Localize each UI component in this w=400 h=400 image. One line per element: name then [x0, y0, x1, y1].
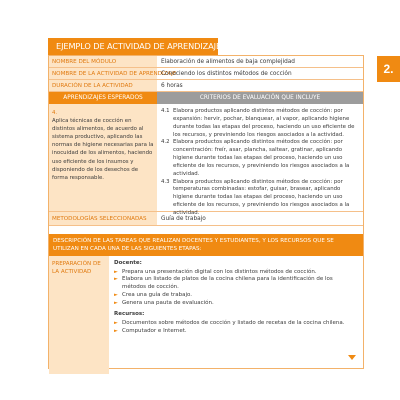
list-item	[114, 300, 358, 308]
list-item-text: Elabora un listado de platos de la cocina chilena para la identificación de los métodos de cocción.	[122, 276, 333, 291]
bullet-arrow-icon: ►	[114, 299, 118, 306]
meta-label: DURACIÓN DE LA ACTIVIDAD	[49, 80, 157, 91]
criterion-item	[161, 108, 359, 139]
criterion-text: Elabora productos aplicando distintos métodos de cocción: por temperaturas combinadas: estofar, guisar, brasear, aplicando higiene durante todas las etapas del proceso, haciendo un uso eficiente de los recursos, y previniendo los riesgos asociados a la actividad.	[173, 178, 350, 216]
methodology-row	[49, 212, 363, 226]
criterion-code: 4.3	[161, 178, 170, 185]
meta-value: 6 horas	[161, 83, 183, 89]
list-item-text: Prepara una presentación digital con los distintos métodos de cocción.	[122, 268, 317, 275]
preparation-row	[49, 256, 363, 374]
criteria-list	[157, 104, 363, 216]
learning-column-header: APRENDIZAJES ESPERADOS	[49, 92, 157, 104]
list-item	[114, 292, 358, 300]
resources-heading: Recursos:	[114, 311, 145, 318]
criterion-code: 4.1	[161, 108, 170, 114]
list-item-text: Crea una guía de trabajo.	[122, 291, 193, 298]
methodology-label: METODOLOGÍAS SELECCIONADAS	[49, 212, 157, 225]
meta-value: Elaboración de alimentos de baja complejidad	[161, 59, 295, 65]
meta-value: Conociendo los distintos métodos de cocción	[161, 71, 292, 77]
learning-outcome-cell	[49, 104, 157, 211]
bullet-arrow-icon: ►	[114, 268, 118, 275]
list-item-text: Documentos sobre métodos de cocción y listado de recetas de la cocina chilena.	[122, 319, 345, 326]
criterion-code: 4.2	[161, 139, 170, 146]
list-item	[114, 276, 358, 291]
bullet-arrow-icon: ►	[114, 276, 118, 283]
list-item	[114, 320, 358, 328]
continue-arrow-icon	[348, 355, 356, 360]
list-item	[114, 328, 358, 336]
activity-header-title: EJEMPLO DE ACTIVIDAD DE APRENDIZAJE	[48, 38, 218, 55]
preparation-label: PREPARACIÓN DE LA ACTIVIDAD	[49, 256, 109, 374]
bullet-arrow-icon: ►	[114, 319, 118, 326]
list-item-text: Computador e Internet.	[122, 327, 187, 334]
activity-sheet	[48, 55, 364, 369]
meta-row-duration	[49, 80, 363, 92]
bullet-arrow-icon: ►	[114, 327, 118, 334]
page-number-badge: 2.	[377, 56, 400, 82]
criteria-column-header: CRITERIOS DE EVALUACIÓN QUE INCLUYE	[157, 92, 363, 104]
learning-outcome-text: Aplica técnicas de cocción en distintos alimentos, de acuerdo al sistema productivo, aplicando las normas de higiene necesarias para la inocuidad de los alimentos, haciendo uso eficiente de los insumos y disponiendo de los desechos de forma responsable.	[52, 118, 154, 181]
list-item-text: Genera una pauta de evaluación.	[122, 299, 214, 306]
criterion-item	[161, 139, 359, 178]
meta-label: NOMBRE DEL MÓDULO	[49, 56, 157, 67]
criteria-row	[49, 104, 363, 216]
task-description-banner: DESCRIPCIÓN DE LAS TAREAS QUE REALIZAN DOCENTES Y ESTUDIANTES, Y LOS RECURSOS QUE SE UTILIZAN EN CADA UNA DE LAS SIGUIENTES ETAPAS:	[49, 234, 363, 256]
meta-row-module	[49, 56, 363, 68]
methodology-value: Guía de trabajo	[161, 216, 206, 222]
learning-outcome-number: 4.	[52, 110, 58, 116]
preparation-content	[109, 256, 363, 374]
meta-label: NOMBRE DE LA ACTIVIDAD DE APRENDIZAJE	[49, 68, 157, 79]
criterion-text: Elabora productos aplicando distintos métodos de cocción: por concentración: freír, asar, plancha, saltear, gratinar, aplicando higiene durante todas las etapas del proceso, haciendo un uso eficiente de los recursos, y previniendo los riesgos asociados a la actividad.	[173, 139, 350, 177]
bullet-arrow-icon: ►	[114, 291, 118, 298]
teacher-heading: Docente:	[114, 260, 142, 266]
criterion-text: Elabora productos aplicando distintos métodos de cocción: por expansión: hervir, pochar, blanquear, al vapor, aplicando higiene durante todas las etapas del proceso, haciendo un uso eficiente de los recursos, y previniendo los riesgos asociados a la actividad.	[173, 108, 355, 138]
meta-row-activity	[49, 68, 363, 80]
column-headers	[49, 92, 363, 104]
